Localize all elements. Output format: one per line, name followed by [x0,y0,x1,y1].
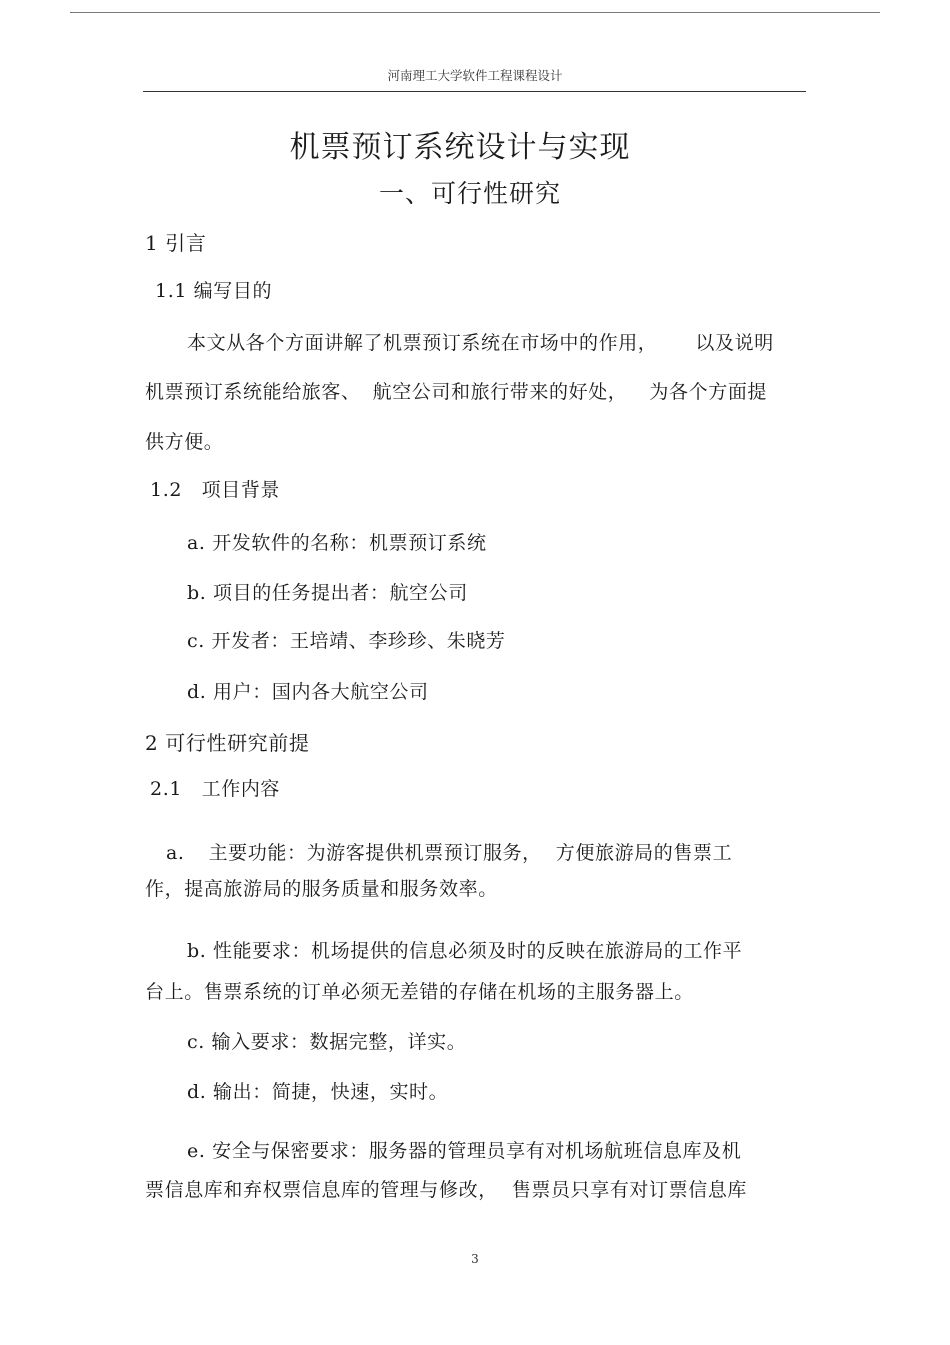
paragraph-purpose-line-2 [145,379,767,405]
work-item-a-line-2: 作，提高旅游局的服务质量和服务效率。 [145,878,498,900]
text-segment: 主要功能：为游客提供机票预订服务， [208,842,542,864]
text-segment: 方便旅游局的售票工 [555,842,733,864]
paragraph-purpose-line-3: 供方便。 [145,431,224,453]
section-1-1-heading: 1.1 编写目的 [155,280,273,302]
paragraph-purpose-line-1 [187,330,774,356]
chapter-title: 一、可行性研究 [378,179,561,208]
document-title: 机票预订系统设计与实现 [289,130,631,165]
work-item-e-line-1: e. 安全与保密要求：服务器的管理员享有对机场航班信息库及机 [187,1140,742,1162]
work-item-b-line-1: b. 性能要求：机场提供的信息必须及时的反映在旅游局的工作平 [187,940,743,962]
section-2-1-heading: 2.1 工作内容 [150,778,281,800]
list-marker: a. [166,842,185,864]
background-item-c: c. 开发者：王培靖、李珍珍、朱晓芳 [187,630,506,652]
text-segment: 售票员只享有对订票信息库 [511,1179,748,1201]
section-1-2-heading: 1.2 项目背景 [150,479,281,501]
page-number: 3 [471,1252,479,1266]
background-item-b: b. 项目的任务提出者：航空公司 [187,582,468,604]
text-segment: 以及说明 [695,332,774,354]
background-item-d: d. 用户：国内各大航空公司 [187,681,429,703]
section-2-heading: 2 可行性研究前提 [145,731,310,755]
work-item-c: c. 输入要求：数据完整，详实。 [187,1031,467,1053]
text-segment: 票信息库和弃权票信息库的管理与修改， [145,1179,498,1201]
background-item-a: a. 开发软件的名称：机票预订系统 [187,532,487,554]
section-1-heading: 1 引言 [145,231,207,255]
work-item-b-line-2: 台上。售票系统的订单必须无差错的存储在机场的主服务器上。 [145,981,694,1003]
header-rule [143,91,806,92]
text-segment: 为各个方面提 [649,381,768,403]
work-item-d: d. 输出：简捷，快速，实时。 [187,1081,449,1103]
work-item-e-line-2 [145,1177,747,1203]
top-border-rule [70,12,880,13]
running-header: 河南理工大学软件工程课程设计 [387,68,563,83]
text-segment: 航空公司和旅行带来的好处， [372,381,628,403]
work-item-a-line-1 [166,840,732,866]
text-segment: 机票预订系统能给旅客、 [145,381,361,403]
text-segment: 本文从各个方面讲解了机票预订系统在市场中的作用， [187,332,658,354]
